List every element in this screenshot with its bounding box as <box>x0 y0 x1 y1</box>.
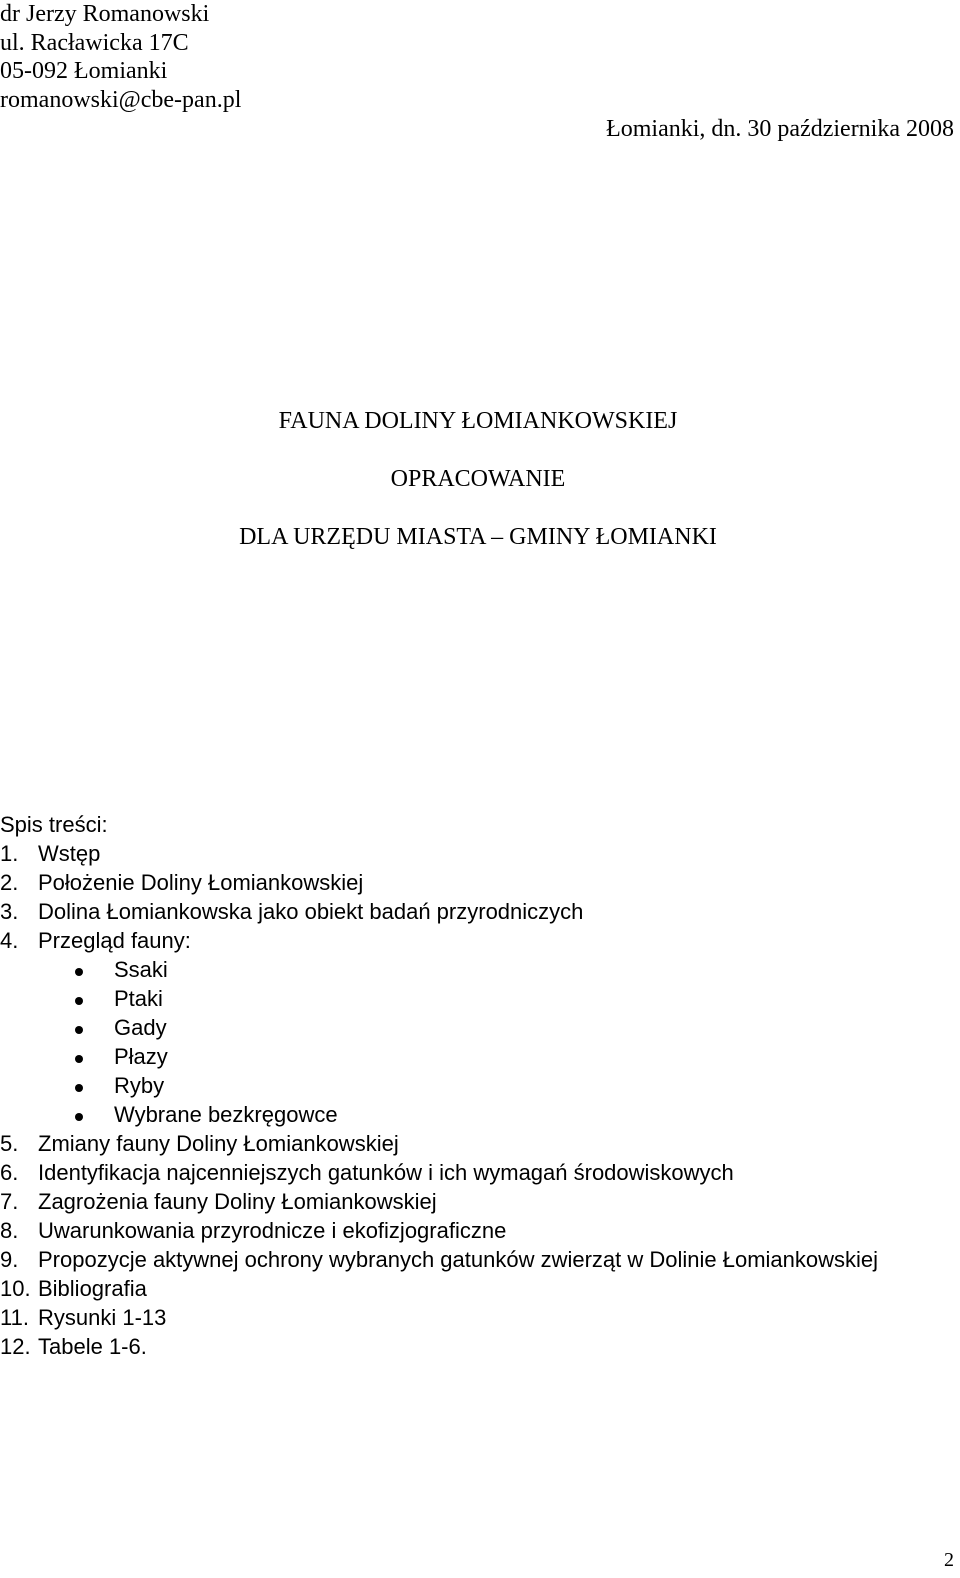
toc-subitem-text: Ssaki <box>114 957 168 982</box>
toc-subitem <box>0 1071 878 1100</box>
toc-item-number: 3. <box>0 899 19 924</box>
title-line-2: OPRACOWANIE <box>390 466 566 492</box>
street-address: ul. Racławicka 17C <box>0 29 189 56</box>
author-name: dr Jerzy Romanowski <box>0 1 210 27</box>
toc-item-text: Zagrożenia fauny Doliny Łomiankowskiej <box>38 1189 437 1214</box>
table-of-contents <box>0 810 878 1361</box>
title-line-3: DLA URZĘDU MIASTA – GMINY ŁOMIANKI <box>239 524 717 550</box>
toc-item <box>0 1187 878 1216</box>
title-line-1: FAUNA DOLINY ŁOMIANKOWSKIEJ <box>278 408 678 434</box>
toc-item <box>0 1303 878 1332</box>
toc-item-text: Uwarunkowania przyrodnicze i ekofizjograficzne <box>38 1218 507 1243</box>
toc-item <box>0 1245 878 1274</box>
toc-item <box>0 1158 878 1187</box>
bullet-icon <box>75 997 83 1005</box>
toc-item-number: 2. <box>0 870 19 895</box>
document-subtitle <box>0 465 956 493</box>
document-recipient <box>0 523 956 551</box>
toc-item <box>0 868 878 897</box>
toc-item-text: Bibliografia <box>38 1276 147 1301</box>
toc-item-text: Dolina Łomiankowska jako obiekt badań przyrodniczych <box>38 899 584 924</box>
toc-subitem <box>0 1100 878 1129</box>
toc-heading: Spis treści: <box>0 812 108 837</box>
bullet-icon <box>75 1026 83 1034</box>
toc-item-text: Identyfikacja najcenniejszych gatunków i ich wymagań środowiskowych <box>38 1160 734 1185</box>
toc-item-text: Wstęp <box>38 841 101 866</box>
bullet-icon <box>75 968 83 976</box>
toc-item-number: 12. <box>0 1334 31 1359</box>
toc-item <box>0 1274 878 1303</box>
postal-city: 05-092 Łomianki <box>0 58 168 84</box>
toc-item-text: Propozycje aktywnej ochrony wybranych gatunków zwierząt w Dolinie Łomiankowskiej <box>38 1247 879 1272</box>
toc-item <box>0 1216 878 1245</box>
toc-subitem <box>0 955 878 984</box>
toc-item-text: Zmiany fauny Doliny Łomiankowskiej <box>38 1131 399 1156</box>
bullet-icon <box>75 1055 83 1063</box>
toc-item <box>0 926 878 955</box>
toc-item-number: 5. <box>0 1131 19 1156</box>
toc-subitem <box>0 984 878 1013</box>
toc-item-number: 10. <box>0 1276 31 1301</box>
bullet-icon <box>75 1113 83 1121</box>
toc-item-number: 9. <box>0 1247 19 1272</box>
bullet-icon <box>75 1084 83 1092</box>
toc-item <box>0 1129 878 1158</box>
toc-item-text: Przegląd fauny: <box>38 928 191 953</box>
toc-item <box>0 839 878 868</box>
toc-item-number: 4. <box>0 928 19 953</box>
toc-subitem <box>0 1013 878 1042</box>
toc-subitem-text: Płazy <box>114 1044 168 1069</box>
toc-item-text: Tabele 1-6. <box>38 1334 147 1359</box>
toc-item-number: 7. <box>0 1189 19 1214</box>
toc-item <box>0 897 878 926</box>
toc-item <box>0 1332 878 1361</box>
toc-item-text: Położenie Doliny Łomiankowskiej <box>38 870 364 895</box>
author-address <box>0 0 241 114</box>
toc-subitem-text: Gady <box>114 1015 167 1040</box>
document-title <box>0 407 956 435</box>
toc-subitem-text: Wybrane bezkręgowce <box>114 1102 338 1127</box>
document-date: Łomianki, dn. 30 października 2008 <box>606 116 954 142</box>
toc-subitem-text: Ryby <box>114 1073 165 1098</box>
page-number: 2 <box>944 1549 954 1571</box>
toc-item-text: Rysunki 1-13 <box>38 1305 167 1330</box>
toc-item-number: 1. <box>0 841 19 866</box>
toc-subitem <box>0 1042 878 1071</box>
email-address: romanowski@cbe-pan.pl <box>0 86 242 113</box>
toc-item-number: 11. <box>0 1305 29 1330</box>
toc-item-number: 6. <box>0 1160 19 1185</box>
toc-subitem-text: Ptaki <box>114 986 163 1011</box>
toc-item-number: 8. <box>0 1218 19 1243</box>
